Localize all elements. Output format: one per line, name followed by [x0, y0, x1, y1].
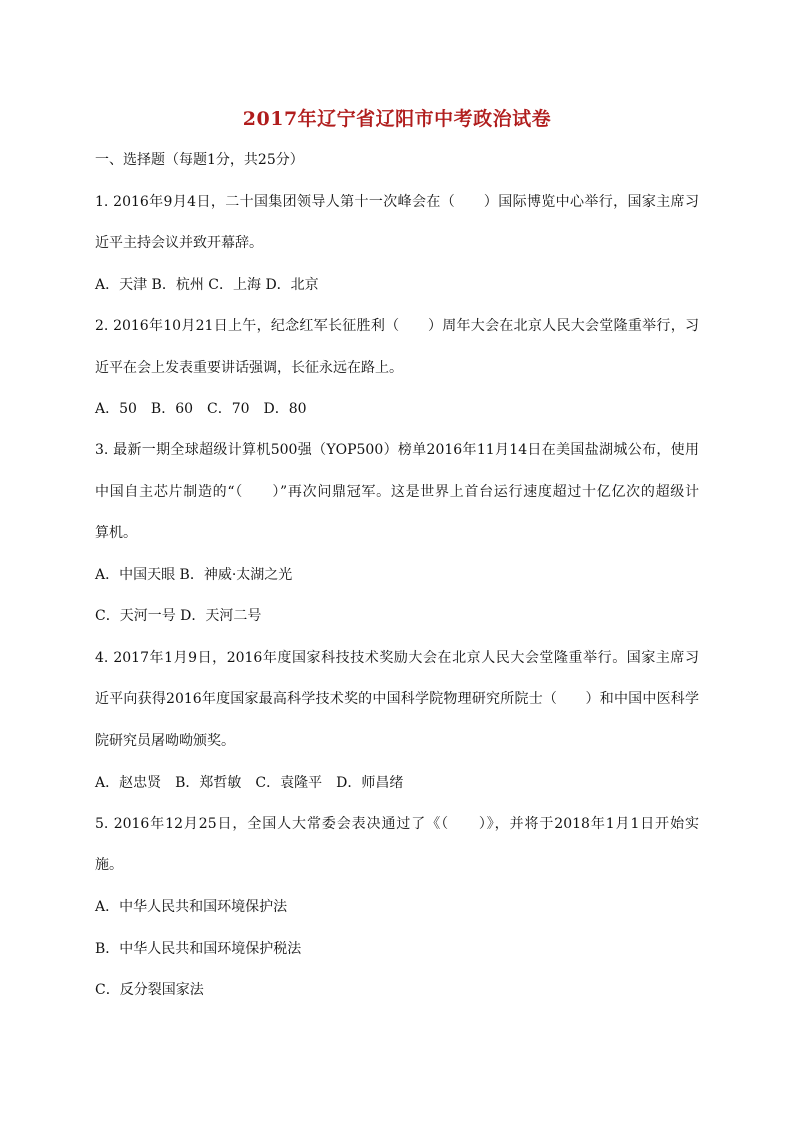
question-options: A．中华人民共和国环境保护法 — [95, 899, 288, 915]
question-stem-line: 5. 2016年12月25日，全国人大常委会表决通过了《（ ）》，并将于2018年1月1日开始实 — [95, 816, 699, 832]
question-options: C．反分裂国家法 — [95, 982, 204, 998]
exam-title: 2017年辽宁省辽阳市中考政治试卷 — [242, 108, 552, 130]
section-header: 一、选择题（每题1分，共25分） — [95, 152, 304, 168]
question-stem-line: 3. 最新一期全球超级计算机500强（YOP500）榜单2016年11月14日在美国盐湖城公布，使用 — [95, 442, 699, 458]
question-options: B．中华人民共和国环境保护税法 — [95, 941, 302, 957]
question-stem-line: 施。 — [95, 857, 123, 873]
question-stem-line: 近平向获得2016年度国家最高科学技术奖的中国科学院物理研究所院士（ ）和中国中医科学 — [95, 691, 699, 707]
question-stem-line: 中国自主芯片制造的“（ ）”再次问鼎冠军。这是世界上首台运行速度超过十亿亿次的超级计 — [95, 484, 699, 500]
question-stem-line: 近平主持会议并致开幕辞。 — [95, 235, 263, 251]
question-stem-line: 2. 2016年10月21日上午，纪念红军长征胜利（ ）周年大会在北京人民大会堂隆重举行，习 — [95, 318, 699, 334]
question-options: A．天津 B．杭州 C．上海 D．北京 — [95, 277, 319, 293]
question-stem-line: 算机。 — [95, 525, 137, 541]
question-stem-line: 近平在会上发表重要讲话强调，长征永远在路上。 — [95, 360, 403, 376]
question-options: A．50 B．60 C．70 D．80 — [95, 401, 307, 417]
question-options: C．天河一号 D．天河二号 — [95, 608, 262, 624]
question-stem-line: 4. 2017年1月9日，2016年度国家科技技术奖励大会在北京人民大会堂隆重举行。国家主席习 — [95, 650, 699, 666]
question-options: A．赵忠贤 B．郑哲敏 C．袁隆平 D．师昌绪 — [95, 775, 404, 791]
question-stem-line: 1. 2016年9月4日，二十国集团领导人第十一次峰会在（ ）国际博览中心举行，国家主席习 — [95, 194, 699, 210]
question-options: A．中国天眼 B．神威·太湖之光 — [95, 567, 293, 583]
question-stem-line: 院研究员屠呦呦颁奖。 — [95, 733, 235, 749]
